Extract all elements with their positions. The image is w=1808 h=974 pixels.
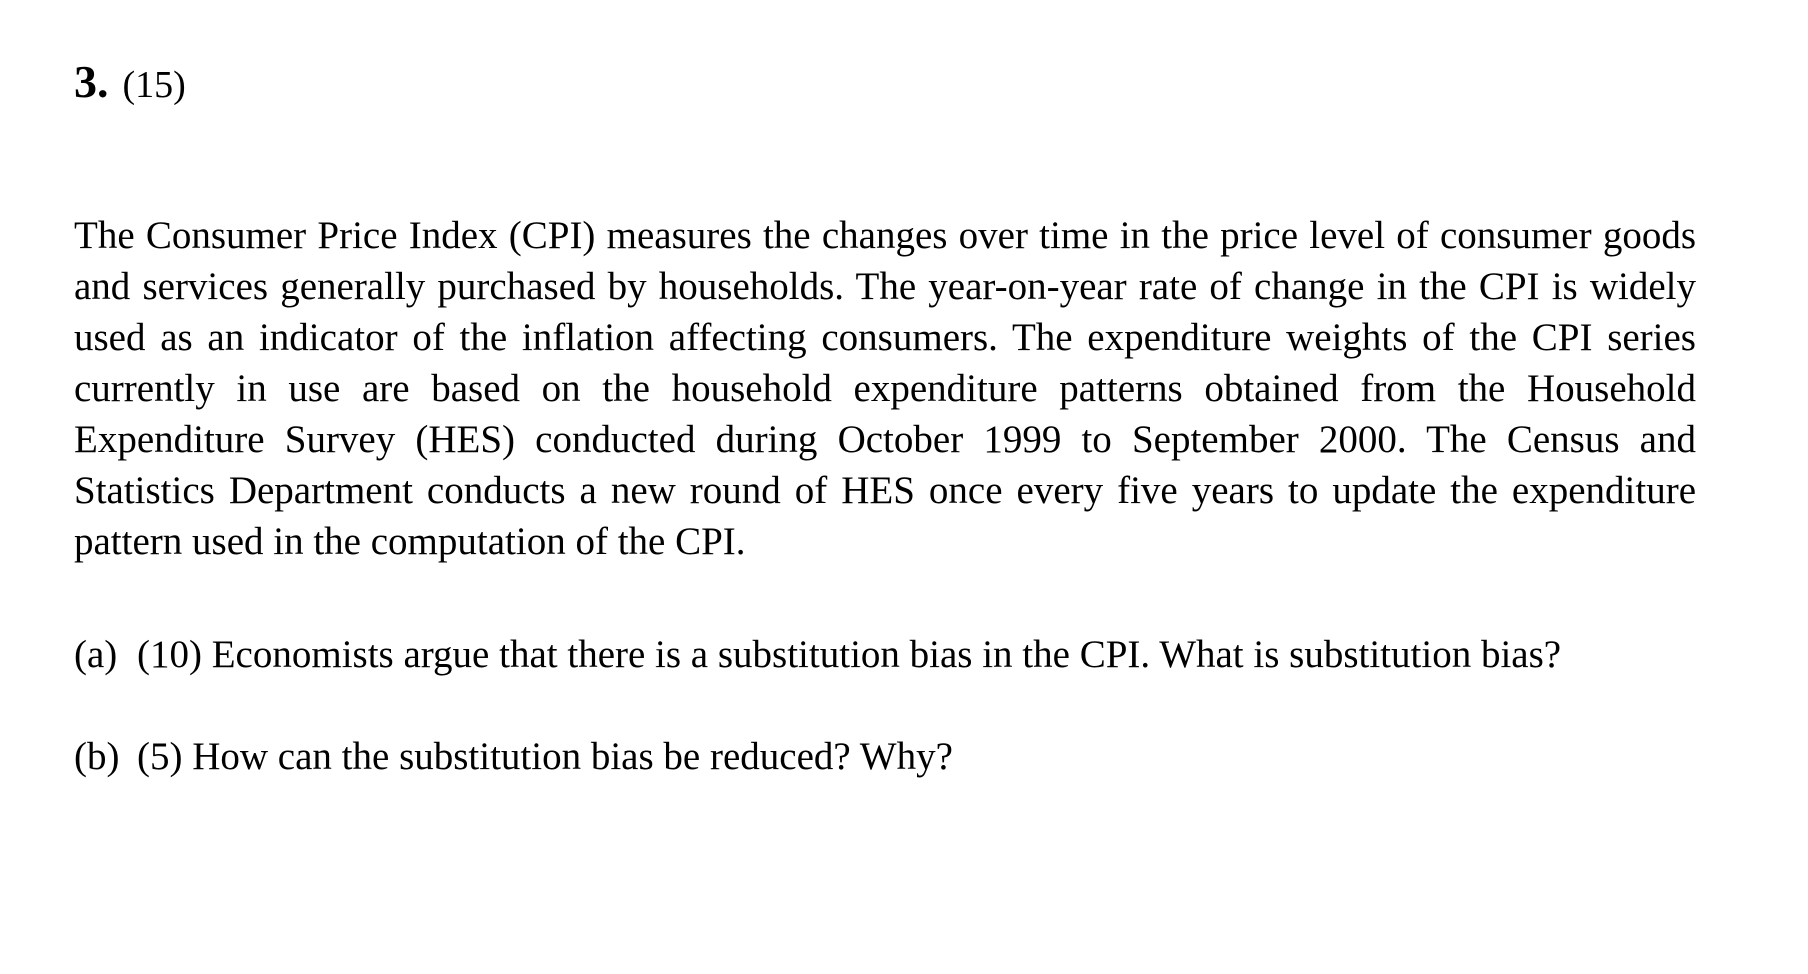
question-points: (15) bbox=[122, 64, 186, 106]
question-header bbox=[74, 52, 1696, 112]
sub-question-a bbox=[74, 630, 1696, 680]
sub-question-b-label: (b) bbox=[74, 735, 120, 778]
question-intro-paragraph: The Consumer Price Index (CPI) measures the changes over time in the price level of consumer goods and services generally purchased by households. The year-on-year rate of change in the CPI is widely used as an indicator of the inflation affecting consumers. The expenditure weights of the CPI series currently in use are based on the household expenditure patterns obtained from the Household Expenditure Survey (HES) conducted during October 1999 to September 2000. The Census and Statistics Department conducts a new round of HES once every five years to update the expenditure pattern used in the computation of the CPI. bbox=[74, 214, 1696, 563]
question-3 bbox=[74, 52, 1696, 782]
sub-question-b bbox=[74, 732, 1696, 782]
sub-question-a-text: (10) Economists argue that there is a substitution bias in the CPI. What is substitution bias? bbox=[137, 633, 1562, 676]
sub-question-b-text: (5) How can the substitution bias be reduced? Why? bbox=[137, 735, 953, 778]
question-number: 3. bbox=[74, 56, 109, 107]
sub-question-a-label: (a) bbox=[74, 633, 118, 676]
